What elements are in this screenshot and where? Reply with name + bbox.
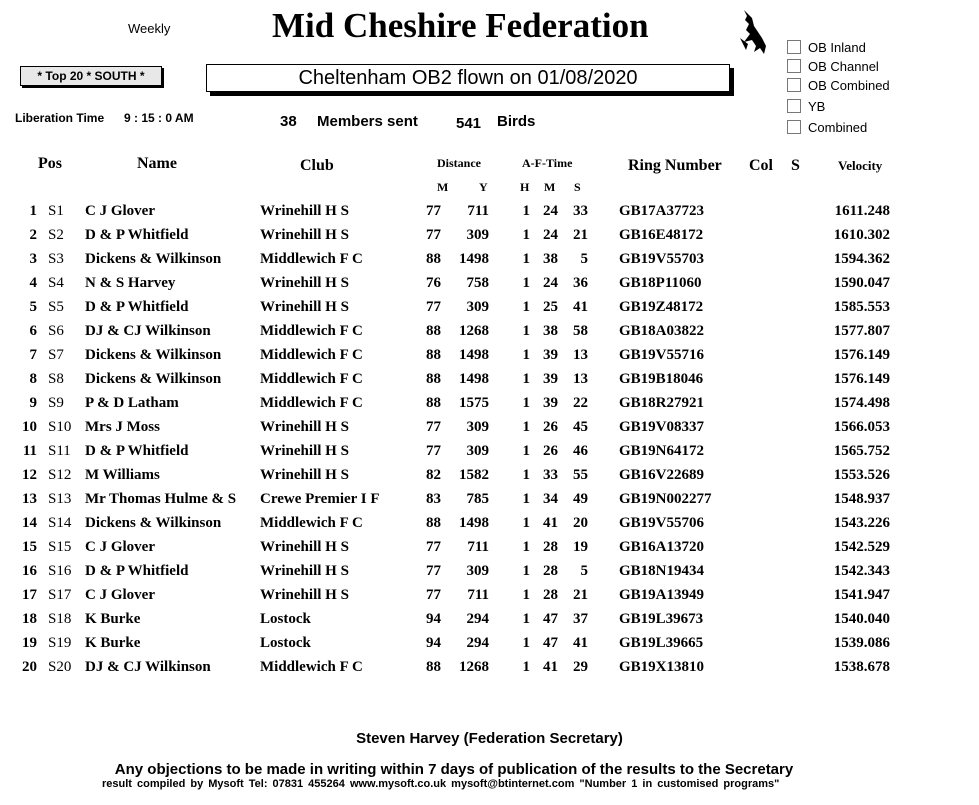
row-distance-yards: 711 [467,587,489,603]
row-time-mins: 28 [543,539,558,555]
row-time-mins: 26 [543,419,558,435]
row-distance-yards: 758 [466,275,489,291]
row-time-mins: 39 [543,395,558,411]
row-velocity: 1548.937 [833,491,890,507]
row-distance-miles: 83 [426,491,441,507]
row-position: 12 [22,467,37,483]
table-row [0,320,979,344]
col-header-sex: S [791,157,800,174]
row-position: 9 [29,395,37,411]
row-velocity: 1542.343 [833,563,890,579]
secretary-line: Steven Harvey (Federation Secretary) [356,730,623,747]
row-velocity: 1594.362 [833,251,890,267]
option-ob-channel[interactable] [787,59,879,75]
row-time-hours: 1 [522,563,530,579]
row-club: Crewe Premier I F [260,491,380,507]
table-row [0,200,979,224]
row-distance-yards: 711 [467,539,489,555]
row-position: 17 [22,587,37,603]
row-ring-number: GB19X13810 [619,659,705,675]
row-ring-number: GB16V22689 [619,467,705,483]
row-name: K Burke [85,611,141,627]
row-ring-number: GB19L39665 [619,635,704,651]
row-time-hours: 1 [522,371,530,387]
row-distance-yards: 294 [466,611,489,627]
table-row [0,632,979,656]
row-time-secs: 21 [573,227,588,243]
row-time-secs: 45 [573,419,588,435]
row-section-position: S3 [48,251,64,267]
row-time-secs: 29 [573,659,588,675]
row-name: P & D Latham [85,395,179,411]
row-time-mins: 26 [543,443,558,459]
birds-count: 541 [456,115,482,132]
row-club: Middlewich F C [260,371,363,387]
row-time-secs: 41 [573,635,588,651]
col-header-miles: M [437,180,449,194]
row-time-hours: 1 [522,251,530,267]
row-time-hours: 1 [522,539,530,555]
row-time-mins: 47 [543,611,558,627]
row-distance-yards: 1268 [459,323,489,339]
credits-line: result compiled by Mysoft Tel: 07831 455264 www.mysoft.co.uk mysoft@btinternet.com "Number 1 in customised programs" [102,778,780,790]
row-name: Dickens & Wilkinson [85,251,222,267]
row-time-hours: 1 [522,467,530,483]
row-time-mins: 39 [543,347,558,363]
row-time-secs: 22 [573,395,588,411]
row-time-mins: 33 [543,467,558,483]
row-position: 16 [22,563,37,579]
row-name: Dickens & Wilkinson [85,515,222,531]
row-velocity: 1539.086 [833,635,890,651]
row-time-mins: 25 [543,299,558,315]
row-time-mins: 24 [543,227,558,243]
col-header-col: Col [749,157,773,174]
row-velocity: 1577.807 [833,323,890,339]
row-velocity: 1585.553 [833,299,890,315]
table-row [0,584,979,608]
row-time-hours: 1 [522,227,530,243]
row-distance-miles: 88 [426,323,441,339]
row-position: 15 [22,539,37,555]
col-header-name: Name [137,155,177,172]
row-time-secs: 33 [573,203,588,219]
row-name: DJ & CJ Wilkinson [85,659,211,675]
row-position: 10 [22,419,37,435]
row-section-position: S19 [48,635,72,651]
row-name: DJ & CJ Wilkinson [85,323,211,339]
option-ob-combined[interactable] [787,78,890,94]
row-ring-number: GB19V08337 [619,419,705,435]
row-distance-miles: 82 [426,467,441,483]
row-time-mins: 28 [543,563,558,579]
row-time-mins: 38 [543,323,558,339]
row-time-hours: 1 [522,203,530,219]
row-position: 6 [29,323,37,339]
row-ring-number: GB18A03822 [619,323,705,339]
row-time-secs: 19 [573,539,588,555]
row-club: Middlewich F C [260,347,363,363]
row-velocity: 1611.248 [834,203,890,219]
row-velocity: 1590.047 [833,275,890,291]
row-distance-miles: 94 [426,635,441,651]
row-name: D & P Whitfield [85,563,189,579]
liberation-label: Liberation Time [15,111,105,125]
row-ring-number: GB19V55716 [619,347,705,363]
row-distance-yards: 309 [466,299,489,315]
row-time-hours: 1 [522,323,530,339]
row-distance-miles: 88 [426,371,441,387]
row-distance-miles: 77 [426,443,441,459]
members-count: 38 [280,113,297,130]
row-distance-yards: 1575 [459,395,489,411]
row-time-mins: 38 [543,251,558,267]
option-combined[interactable] [787,120,867,136]
col-header-secs: S [574,180,581,194]
row-distance-miles: 77 [426,299,441,315]
row-ring-number: GB18P11060 [619,275,702,291]
table-row [0,512,979,536]
row-section-position: S12 [48,467,72,483]
row-position: 19 [22,635,37,651]
row-distance-miles: 76 [426,275,441,291]
row-time-secs: 5 [580,251,588,267]
row-name: Mrs J Moss [85,419,160,435]
row-time-secs: 41 [573,299,588,315]
row-ring-number: GB19A13949 [619,587,705,603]
row-club: Lostock [260,635,311,651]
col-header-hours: H [520,180,530,194]
row-position: 8 [29,371,37,387]
row-position: 14 [22,515,37,531]
row-distance-miles: 88 [426,659,441,675]
row-ring-number: GB19V55706 [619,515,705,531]
row-ring-number: GB19N64172 [619,443,705,459]
row-club: Wrinehill H S [260,539,349,555]
row-name: K Burke [85,635,141,651]
row-velocity: 1540.040 [833,611,890,627]
row-name: Dickens & Wilkinson [85,347,222,363]
row-time-hours: 1 [522,491,530,507]
row-section-position: S8 [48,371,64,387]
row-name: D & P Whitfield [85,443,189,459]
row-time-secs: 20 [573,515,588,531]
row-velocity: 1543.226 [833,515,890,531]
row-velocity: 1565.752 [833,443,890,459]
row-club: Wrinehill H S [260,203,349,219]
row-club: Wrinehill H S [260,587,349,603]
row-distance-miles: 77 [426,203,441,219]
row-distance-yards: 1498 [459,371,489,387]
row-section-position: S5 [48,299,64,315]
checkbox-icon[interactable] [787,120,801,134]
table-row [0,368,979,392]
row-distance-yards: 1268 [459,659,489,675]
page-title: Mid Cheshire Federation [272,6,649,45]
row-time-hours: 1 [522,635,530,651]
table-row [0,248,979,272]
col-header-ring: Ring Number [628,157,722,174]
objections-notice: Any objections to be made in writing within 7 days of publication of the results to the Secretary [114,761,794,778]
section-badge: * Top 20 * SOUTH * [20,66,162,86]
row-distance-miles: 94 [426,611,441,627]
row-name: D & P Whitfield [85,227,189,243]
row-ring-number: GB17A37723 [619,203,705,219]
row-distance-miles: 88 [426,395,441,411]
row-distance-yards: 711 [467,203,489,219]
row-distance-miles: 77 [426,227,441,243]
row-ring-number: GB19L39673 [619,611,704,627]
row-section-position: S10 [48,419,72,435]
row-velocity: 1574.498 [833,395,890,411]
row-ring-number: GB18N19434 [619,563,705,579]
checkbox-icon[interactable] [787,78,801,92]
row-name: Dickens & Wilkinson [85,371,222,387]
row-section-position: S16 [48,563,72,579]
row-distance-yards: 785 [466,491,489,507]
table-row [0,656,979,680]
liberation-time: 9 : 15 : 0 AM [124,111,194,125]
col-header-aftime: A-F-Time [522,156,573,170]
row-ring-number: GB19B18046 [619,371,704,387]
row-time-hours: 1 [522,419,530,435]
table-row [0,488,979,512]
row-time-mins: 39 [543,371,558,387]
row-time-hours: 1 [522,443,530,459]
table-row [0,536,979,560]
row-distance-miles: 77 [426,563,441,579]
row-velocity: 1553.526 [833,467,890,483]
row-section-position: S1 [48,203,64,219]
option-label: OB Inland [808,40,866,55]
row-section-position: S17 [48,587,72,603]
row-section-position: S2 [48,227,64,243]
row-position: 11 [22,443,37,459]
option-label: YB [808,99,826,114]
row-ring-number: GB16A13720 [619,539,705,555]
row-section-position: S6 [48,323,64,339]
col-header-yards: Y [479,180,488,194]
row-section-position: S4 [48,275,64,291]
row-section-position: S15 [48,539,72,555]
row-time-mins: 28 [543,587,558,603]
row-time-mins: 41 [543,515,558,531]
row-time-secs: 37 [573,611,588,627]
row-section-position: S7 [48,347,64,363]
table-row [0,392,979,416]
row-distance-miles: 88 [426,251,441,267]
row-club: Wrinehill H S [260,443,349,459]
row-position: 2 [29,227,37,243]
row-position: 4 [29,275,37,291]
row-time-secs: 21 [573,587,588,603]
row-time-mins: 41 [543,659,558,675]
table-row [0,440,979,464]
row-time-mins: 24 [543,203,558,219]
option-ob-inland[interactable] [787,40,866,56]
row-club: Middlewich F C [260,515,363,531]
row-ring-number: GB19V55703 [619,251,705,267]
row-club: Middlewich F C [260,323,363,339]
row-time-secs: 13 [573,347,588,363]
row-time-mins: 24 [543,275,558,291]
birds-label: Birds [497,113,536,130]
row-position: 20 [22,659,37,675]
col-header-club: Club [300,157,334,174]
row-time-mins: 47 [543,635,558,651]
row-velocity: 1610.302 [833,227,890,243]
row-club: Middlewich F C [260,659,363,675]
row-club: Wrinehill H S [260,467,349,483]
row-time-hours: 1 [522,395,530,411]
row-time-secs: 49 [573,491,588,507]
table-row [0,416,979,440]
row-velocity: 1538.678 [833,659,890,675]
row-club: Wrinehill H S [260,419,349,435]
col-header-velocity: Velocity [838,158,883,173]
row-section-position: S13 [48,491,72,507]
row-ring-number: GB18R27921 [619,395,705,411]
row-distance-miles: 88 [426,347,441,363]
row-position: 1 [29,203,37,219]
col-header-pos: Pos [38,155,62,172]
weekly-label: Weekly [128,21,171,36]
row-distance-yards: 309 [466,563,489,579]
table-row [0,344,979,368]
table-row [0,464,979,488]
option-label: Combined [808,120,868,135]
row-velocity: 1542.529 [833,539,890,555]
row-distance-miles: 77 [426,419,441,435]
row-club: Middlewich F C [260,251,363,267]
members-label: Members sent [317,113,418,130]
row-club: Lostock [260,611,311,627]
row-time-hours: 1 [522,587,530,603]
row-section-position: S20 [48,659,72,675]
row-position: 18 [22,611,37,627]
row-time-secs: 5 [580,563,588,579]
col-header-mins: M [544,180,556,194]
col-header-distance: Distance [437,156,481,170]
row-position: 5 [29,299,37,315]
row-time-hours: 1 [522,515,530,531]
row-velocity: 1576.149 [833,347,890,363]
row-time-hours: 1 [522,659,530,675]
table-row [0,224,979,248]
row-time-hours: 1 [522,299,530,315]
row-name: C J Glover [85,587,155,603]
checkbox-icon[interactable] [787,40,801,54]
row-time-secs: 55 [573,467,588,483]
row-section-position: S9 [48,395,64,411]
row-club: Middlewich F C [260,395,363,411]
row-name: M Williams [85,467,160,483]
row-time-secs: 13 [573,371,588,387]
row-velocity: 1541.947 [833,587,890,603]
row-distance-yards: 1582 [459,467,489,483]
row-distance-yards: 1498 [459,251,489,267]
row-distance-miles: 88 [426,515,441,531]
row-name: D & P Whitfield [85,299,189,315]
row-club: Wrinehill H S [260,227,349,243]
row-name: N & S Harvey [85,275,176,291]
row-position: 13 [22,491,37,507]
row-velocity: 1566.053 [833,419,890,435]
row-section-position: S14 [48,515,72,531]
row-distance-yards: 309 [466,419,489,435]
table-row [0,296,979,320]
pigeon-logo-icon [738,8,770,56]
checkbox-icon[interactable] [787,99,801,113]
row-ring-number: GB19N002277 [619,491,712,507]
checkbox-icon[interactable] [787,59,801,73]
row-distance-yards: 309 [466,227,489,243]
row-time-hours: 1 [522,611,530,627]
row-position: 7 [29,347,37,363]
row-distance-yards: 1498 [459,347,489,363]
row-ring-number: GB16E48172 [619,227,704,243]
row-section-position: S18 [48,611,72,627]
option-label: OB Combined [808,78,890,93]
row-name: Mr Thomas Hulme & S [85,491,237,507]
table-row [0,608,979,632]
row-distance-yards: 309 [466,443,489,459]
option-label: OB Channel [808,59,879,74]
row-distance-miles: 77 [426,539,441,555]
table-row [0,272,979,296]
row-section-position: S11 [48,443,71,459]
race-title-box: Cheltenham OB2 flown on 01/08/2020 [206,64,730,92]
row-name: C J Glover [85,203,155,219]
row-velocity: 1576.149 [833,371,890,387]
row-time-secs: 46 [573,443,588,459]
row-ring-number: GB19Z48172 [619,299,704,315]
row-position: 3 [29,251,37,267]
row-name: C J Glover [85,539,155,555]
row-distance-miles: 77 [426,587,441,603]
row-club: Wrinehill H S [260,299,349,315]
row-time-mins: 34 [543,491,558,507]
row-time-hours: 1 [522,275,530,291]
option-yb[interactable] [787,99,825,115]
row-club: Wrinehill H S [260,563,349,579]
row-distance-yards: 294 [466,635,489,651]
row-time-hours: 1 [522,347,530,363]
row-time-secs: 58 [573,323,588,339]
row-distance-yards: 1498 [459,515,489,531]
row-time-secs: 36 [573,275,588,291]
row-club: Wrinehill H S [260,275,349,291]
table-row [0,560,979,584]
